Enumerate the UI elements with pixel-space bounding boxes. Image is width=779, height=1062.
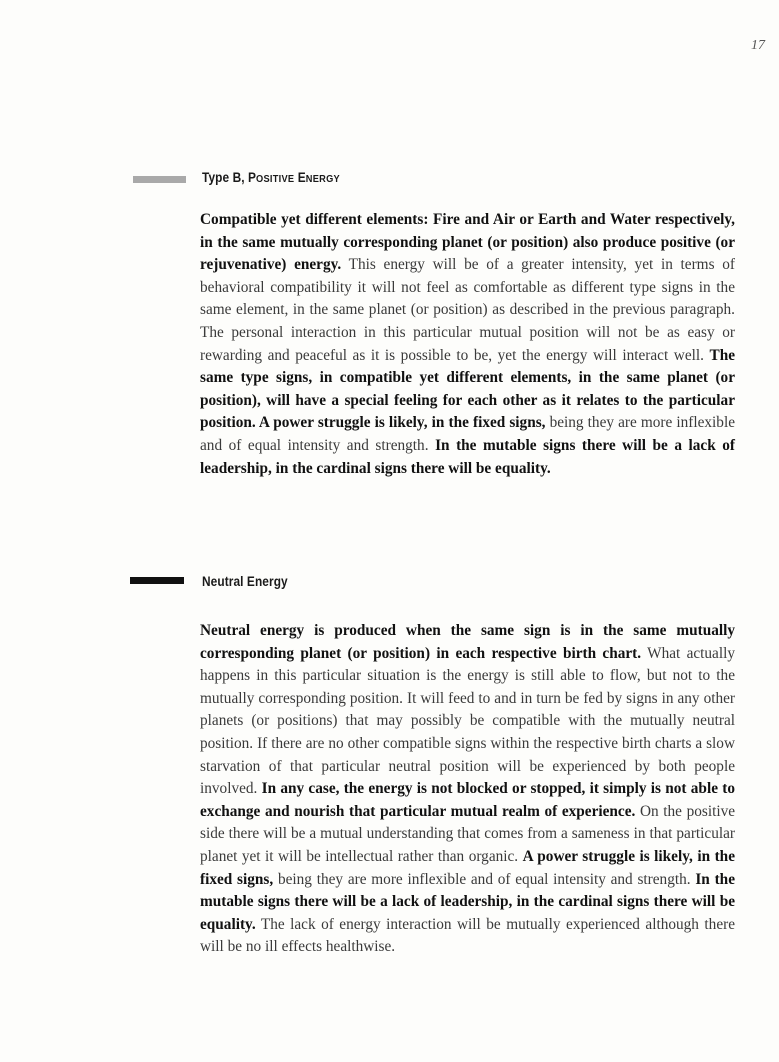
heading-prefix: Type B, (202, 170, 249, 185)
text-run: What actually happens in this particular situation is the energy is still able to flow, but not to the mutually corresponding position. It will feed to and in turn be fed by signs in any other planets (or positions) that may possibly be compatible with the mutually neutral position. If there are no other compatible signs within the respective birth charts a slow starvation of that particular neutral position will be experienced by both people involved. (200, 644, 735, 798)
heading-smallcaps-energy: ENERGY (297, 170, 340, 185)
text-run: In the mutable signs there will be a lack of leadership, in the cardinal signs there will be equality. (200, 436, 736, 477)
text-run: The same type signs, in compatible yet different elements, in the same planet (or position), will have a special feeling for each other as it relates to the particular position. A power struggle is likely, in the fixed signs, (200, 346, 735, 432)
section-marker-bar-gray (133, 176, 186, 183)
section-marker-bar-black (130, 577, 184, 584)
text-run: The lack of energy interaction will be mutually experienced although there will be no ill effects healthwise. (200, 915, 735, 956)
section-heading-type-b (202, 170, 340, 185)
text-run: being they are more inflexible and of equal intensity and strength. (200, 414, 735, 454)
text-run: This energy will be of a greater intensity, yet in terms of behavioral compatibility it will not feel as comfortable as different type signs in the same element, in the same planet (or position) as described in the previous paragraph. The personal interaction in this particular mutual position will not be as easy or rewarding and peaceful as it is possible to be, yet the energy will interact well. (200, 256, 735, 364)
paragraph-neutral-energy (200, 620, 735, 959)
text-run: Neutral energy is produced when the same sign is in the same mutually corresponding planet (or position) in each respective birth chart. (200, 622, 735, 662)
page-number: 17 (751, 38, 765, 53)
text-run: In the mutable signs there will be a lack of leadership, in the cardinal signs there will be equality. (200, 870, 735, 933)
section-heading-neutral-energy: Neutral Energy (202, 574, 288, 589)
text-run: A power struggle is likely, in the fixed signs, (200, 847, 735, 888)
paragraph-type-b (200, 209, 735, 480)
text-run: being they are more inflexible and of equal intensity and strength. (273, 870, 696, 888)
heading-smallcaps-positive: POSITIVE (248, 170, 295, 185)
text-run: In any case, the energy is not blocked or stopped, it simply is not able to exchange and nourish that particular mutual realm of experience. (200, 780, 735, 820)
text-run: Compatible yet different elements: Fire and Air or Earth and Water respectively, in the same mutually corresponding planet (or position) also produce positive (or rejuvenative) energy. (200, 211, 735, 274)
text-run: On the positive side there will be a mutual understanding that comes from a sameness in that particular planet yet it will be intellectual rather than organic. (200, 802, 736, 865)
